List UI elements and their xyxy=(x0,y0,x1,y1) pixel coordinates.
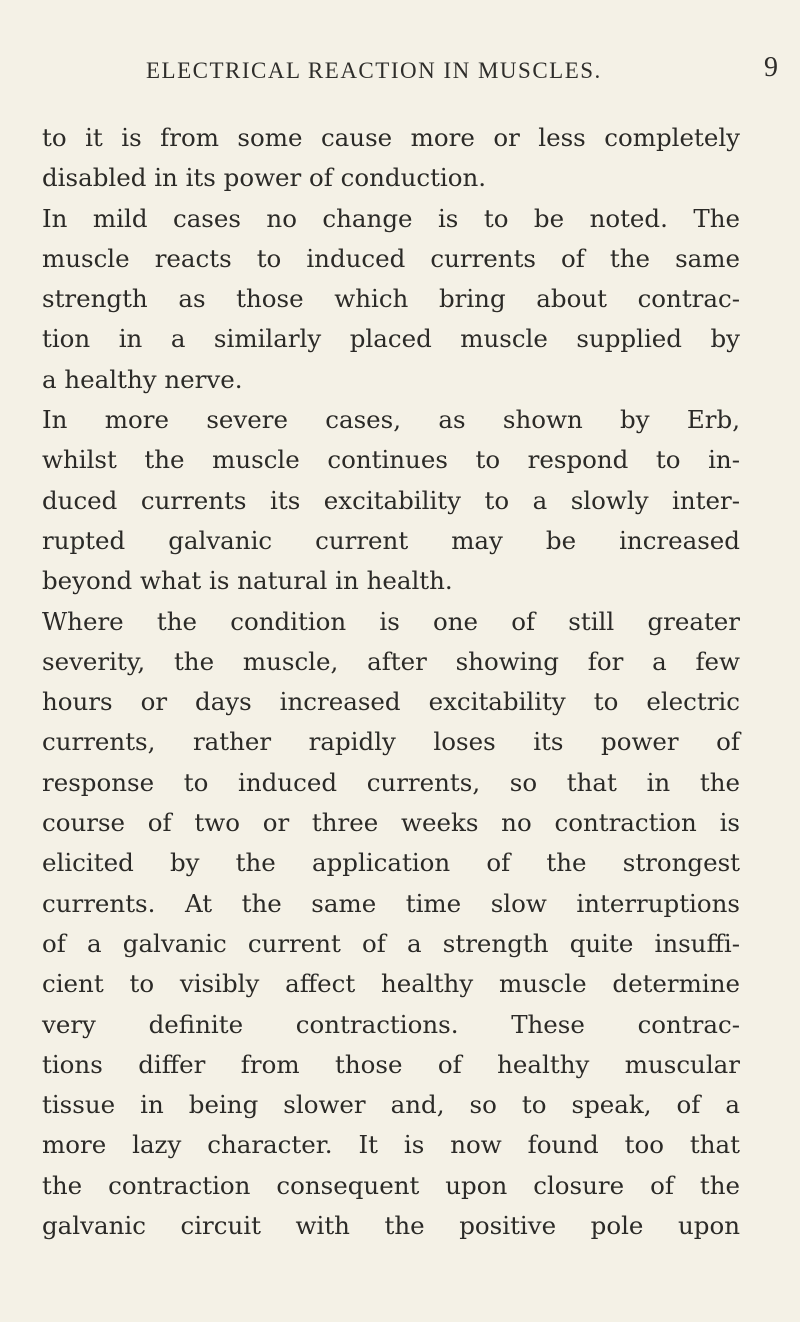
text-line: severity, the muscle, after showing for a few xyxy=(42,646,740,676)
text-line: the contraction consequent upon closure of the xyxy=(42,1170,740,1200)
text-line: cient to visibly affect healthy muscle determine xyxy=(42,969,740,999)
text-line: tions differ from those of healthy muscular xyxy=(42,1049,740,1079)
text-line: Where the condition is one of still greater xyxy=(42,606,740,636)
text-line: strength as those which bring about contrac- xyxy=(42,284,740,314)
text-line: hours or days increased excitability to electric xyxy=(42,687,740,717)
text-line: currents, rather rapidly loses its power of xyxy=(42,727,740,757)
text-line: tion in a similarly placed muscle supplied by xyxy=(42,324,740,354)
text-line: a healthy nerve. xyxy=(42,364,243,394)
text-line: elicited by the application of the strongest xyxy=(42,848,740,878)
running-head xyxy=(146,52,778,88)
text-line: whilst the muscle continues to respond to in- xyxy=(42,445,740,475)
text-line: currents. At the same time slow interruptions xyxy=(42,888,740,918)
text-line: very definite contractions. These contrac- xyxy=(42,1009,740,1039)
text-line: In mild cases no change is to be noted. The xyxy=(42,203,740,233)
running-title: ELECTRICAL REACTION IN MUSCLES. xyxy=(146,58,602,83)
text-line: more lazy character. It is now found too that xyxy=(42,1130,740,1160)
body-text xyxy=(42,118,740,1246)
text-line: to it is from some cause more or less completely xyxy=(42,123,740,152)
text-line: duced currents its excitability to a slowly inter- xyxy=(42,485,740,515)
text-line: muscle reacts to induced currents of the same xyxy=(42,243,740,273)
text-line: In more severe cases, as shown by Erb, xyxy=(42,405,740,435)
text-line: response to induced currents, so that in the xyxy=(42,767,740,797)
page-number: 9 xyxy=(764,52,778,83)
text-line: of a galvanic current of a strength quite insuffi- xyxy=(42,928,740,958)
text-line: rupted galvanic current may be increased xyxy=(42,525,740,555)
text-line: disabled in its power of conduction. xyxy=(42,163,487,193)
text-line: galvanic circuit with the positive pole upon xyxy=(42,1211,740,1241)
text-line: course of two or three weeks no contraction is xyxy=(42,808,740,838)
text-line: tissue in being slower and, so to speak, of a xyxy=(42,1090,740,1120)
text-line: beyond what is natural in health. xyxy=(42,566,453,596)
